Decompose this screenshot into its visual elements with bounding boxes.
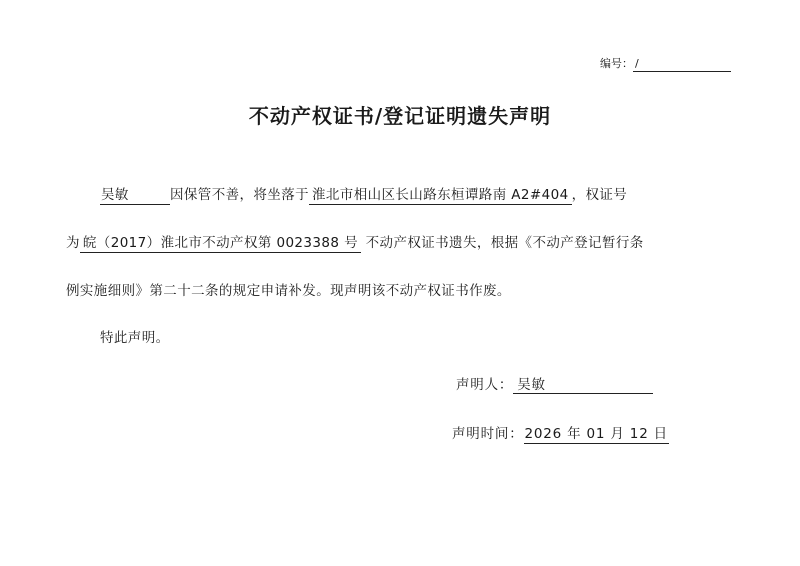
text-is: 为	[66, 235, 80, 251]
signature-label: 声明人：	[456, 377, 514, 393]
date-row	[452, 422, 669, 442]
text-cert-prefix: ，权证号	[571, 187, 628, 203]
text-because: 因保管不善，将坐落于	[170, 187, 309, 203]
property-location: 淮北市相山区长山路东桓谭路南 A2#404	[309, 187, 572, 205]
signature-row	[456, 373, 653, 394]
serial-value: /	[633, 57, 731, 72]
certificate-number: 皖（2017）淮北市不动产权第 0023388 号	[80, 235, 361, 253]
document-title: 不动产权证书/登记证明遗失声明	[248, 104, 552, 128]
serial-number	[600, 56, 731, 72]
declarant-name-field: 吴敏	[100, 183, 170, 205]
paragraph-line-3: 例实施细则》第二十二条的规定申请补发。现声明该不动产权证书作废。	[66, 283, 511, 299]
date-value: 2026 年 01 月 12 日	[524, 426, 668, 442]
signature-name: 吴敏	[513, 373, 653, 394]
paragraph-line-1	[100, 183, 740, 205]
hereby-declare: 特此声明。	[100, 330, 170, 346]
serial-label: 编号：	[600, 57, 633, 70]
date-label: 声明时间：	[452, 426, 524, 442]
paragraph-line-2	[66, 231, 736, 251]
text-lost: 不动产权证书遗失，根据《不动产登记暂行条	[360, 235, 644, 251]
